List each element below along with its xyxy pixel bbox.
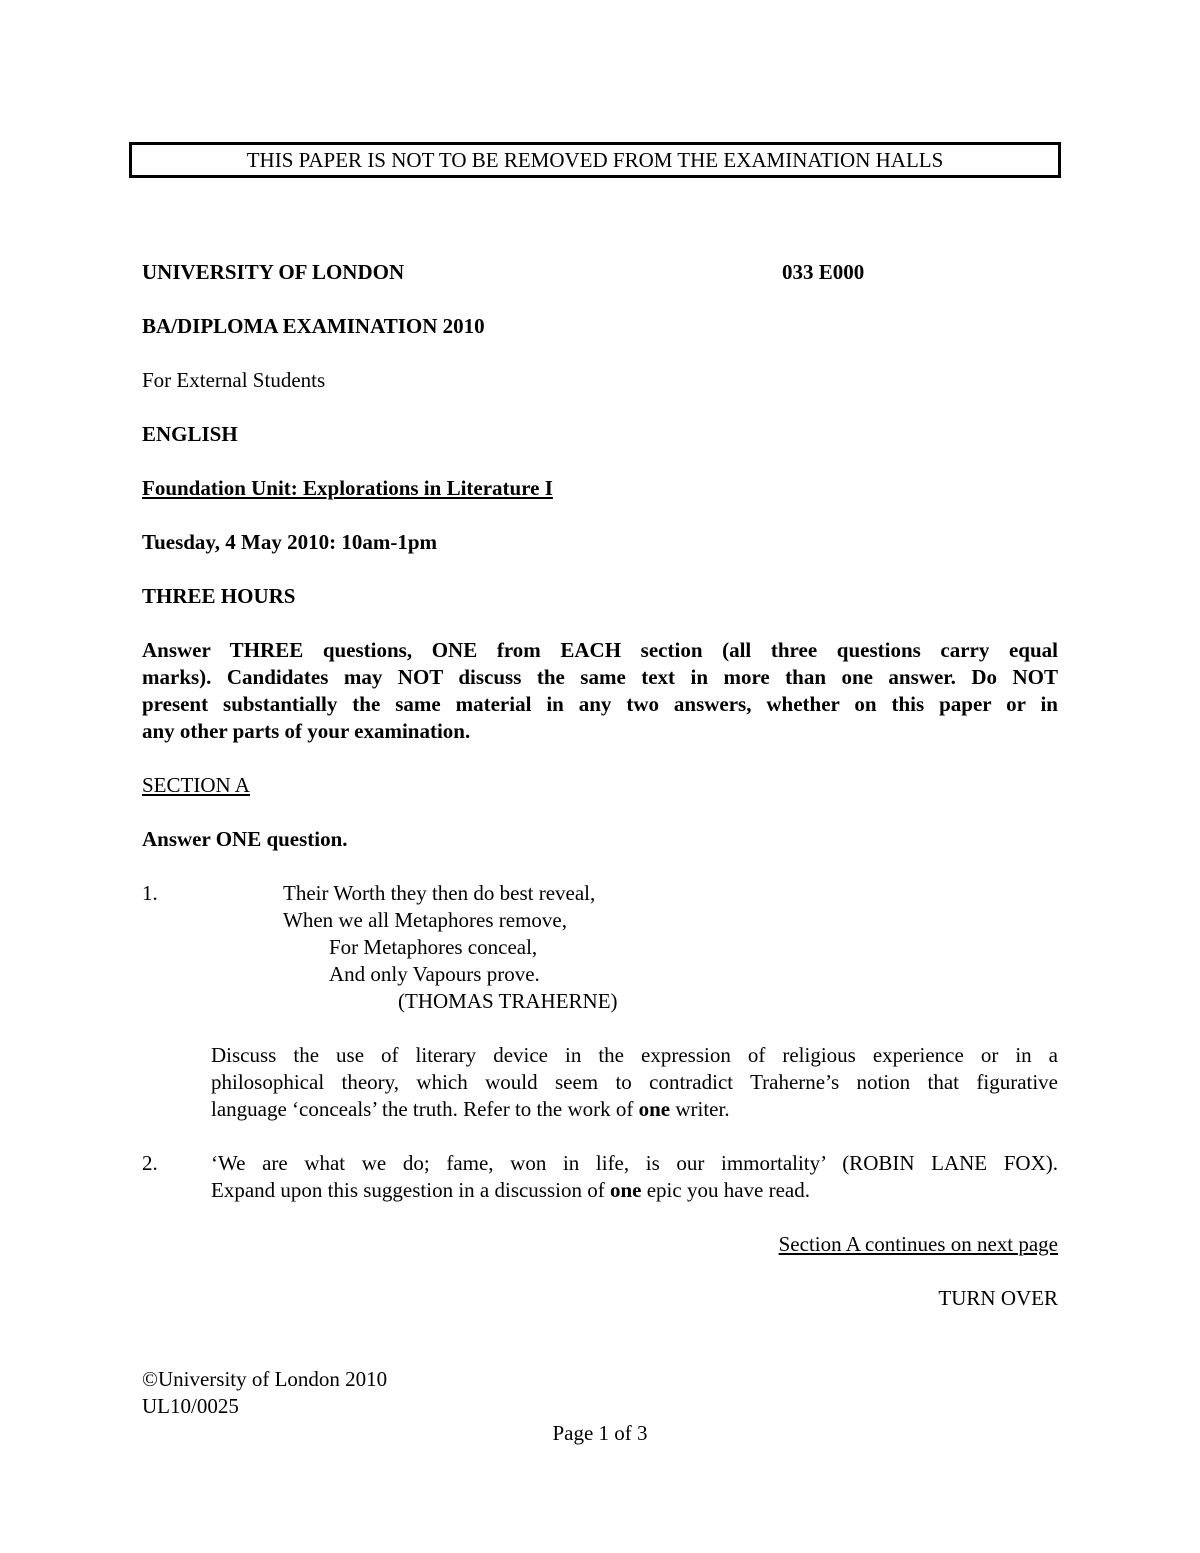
rubric-instructions <box>142 637 1058 745</box>
question-line: ‘We are what we do; fame, won in life, is our immortality’ (ROBIN LANE FOX). <box>211 1151 1058 1175</box>
copyright-notice: ©University of London 2010 <box>142 1367 388 1391</box>
page-number: Page 1 of 3 <box>552 1421 648 1445</box>
question-1-number: 1. <box>142 881 158 905</box>
rubric-line: present substantially the same material in any two answers, whether on this paper or in <box>142 692 1058 716</box>
poem-line: Their Worth they then do best reveal, <box>283 881 596 905</box>
subject-title: ENGLISH <box>142 422 238 446</box>
unit-title: Foundation Unit: Explorations in Literature I <box>142 476 553 500</box>
question-1-text <box>211 1042 1058 1123</box>
poem-line: For Metaphores conceal, <box>329 935 538 959</box>
poem-attribution: (THOMAS TRAHERNE) <box>398 989 618 1013</box>
turn-over-note: TURN OVER <box>938 1286 1058 1310</box>
rubric-line: any other parts of your examination. <box>142 719 471 743</box>
poem-line: When we all Metaphores remove, <box>283 908 567 932</box>
section-a-heading: SECTION A <box>142 773 250 797</box>
paper-code: 033 E000 <box>782 260 865 284</box>
institution-name: UNIVERSITY OF LONDON <box>142 260 405 284</box>
question-line: Discuss the use of literary device in the expression of religious experience or in a <box>211 1043 1058 1067</box>
poem-line: And only Vapours prove. <box>329 962 540 986</box>
paper-reference: UL10/0025 <box>142 1394 239 1418</box>
exam-duration: THREE HOURS <box>142 584 296 608</box>
question-line: language ‘conceals’ the truth. Refer to the work of one writer. <box>211 1097 730 1121</box>
section-continues-note: Section A continues on next page <box>778 1232 1058 1256</box>
audience-line: For External Students <box>142 368 326 392</box>
exam-date: Tuesday, 4 May 2010: 10am-1pm <box>142 530 437 554</box>
exam-hall-notice: THIS PAPER IS NOT TO BE REMOVED FROM THE EXAMINATION HALLS <box>129 142 1061 178</box>
section-a-instruction: Answer ONE question. <box>142 827 348 851</box>
rubric-line: marks). Candidates may NOT discuss the same text in more than one answer. Do NOT <box>142 665 1058 689</box>
question-line: Expand upon this suggestion in a discussion of one epic you have read. <box>211 1178 810 1202</box>
rubric-line: Answer THREE questions, ONE from EACH section (all three questions carry equal <box>142 638 1058 662</box>
question-line: philosophical theory, which would seem to contradict Traherne’s notion that figurative <box>211 1070 1058 1094</box>
question-2-number: 2. <box>142 1151 158 1175</box>
question-2-text <box>211 1150 1058 1204</box>
exam-title: BA/DIPLOMA EXAMINATION 2010 <box>142 314 485 338</box>
